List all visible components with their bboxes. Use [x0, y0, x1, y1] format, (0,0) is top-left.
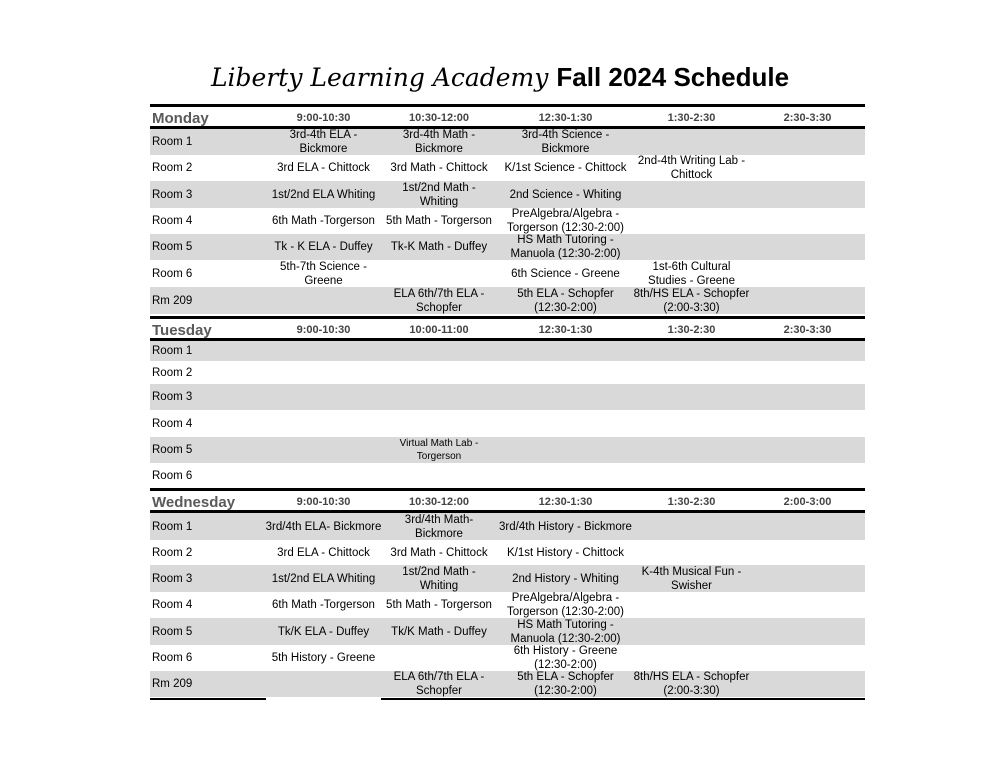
schedule-row: [150, 208, 865, 234]
day-label: Tuesday: [152, 322, 212, 339]
class-cell: 3rd ELA - Chittock: [277, 546, 370, 559]
room-label: Room 5: [152, 444, 193, 456]
schedule-row: [150, 234, 865, 260]
day-header-row: [150, 316, 865, 341]
class-cell: K/1st Science - Chittock: [504, 162, 627, 174]
class-cell: 1st/2nd ELA Whiting: [271, 572, 376, 585]
room-label: Room 6: [152, 470, 193, 482]
schedule-row: [150, 155, 865, 181]
time-slot-header: 1:30-2:30: [667, 112, 716, 124]
class-cell: ELA 6th/7th ELA - Schopfer: [393, 671, 485, 697]
class-cell: 6th Math -Torgerson: [272, 599, 375, 611]
class-cell: 3rd ELA - Chittock: [277, 162, 370, 174]
room-label: Room 5: [152, 241, 193, 253]
schedule-row: [150, 592, 865, 618]
time-slot-header: 9:00-10:30: [296, 496, 351, 508]
class-cell: 1st/2nd Math - Whiting: [402, 565, 476, 592]
class-cell: Tk - K ELA - Duffey: [274, 241, 373, 253]
class-cell: Tk/K Math - Duffey: [391, 625, 487, 638]
class-cell: 3rd-4th ELA - Bickmore: [289, 129, 358, 155]
room-label: Room 4: [152, 599, 193, 611]
schedule-monday: [150, 104, 865, 314]
time-slot-header: 1:30-2:30: [667, 496, 716, 508]
schedule-row: [150, 410, 865, 437]
class-cell: 1st-6th Cultural Studies - Greene: [648, 260, 735, 287]
room-label: Room 2: [152, 162, 193, 174]
day-label: Monday: [152, 110, 209, 127]
room-label: Room 6: [152, 267, 193, 280]
class-cell: PreAlgebra/Algebra - Torgerson (12:30-2:00): [507, 208, 624, 234]
schedule-row: [150, 671, 865, 697]
schedule-row: [150, 513, 865, 540]
room-label: Room 3: [152, 188, 193, 201]
class-cell: 3rd-4th Science - Bickmore: [521, 129, 610, 155]
schedule-row: [150, 437, 865, 463]
room-label: Rm 209: [152, 678, 193, 690]
class-cell: 6th History - Greene (12:30-2:00): [513, 645, 618, 671]
class-cell: 6th Science - Greene: [511, 267, 620, 280]
schedule-row: [150, 129, 865, 155]
class-cell: 3rd/4th History - Bickmore: [499, 520, 632, 533]
class-cell: K/1st History - Chittock: [507, 546, 624, 559]
time-slot-header: 10:00-11:00: [409, 324, 469, 336]
room-label: Room 3: [152, 391, 193, 403]
time-slot-header: 12:30-1:30: [538, 324, 593, 336]
class-cell: 1st/2nd Math - Whiting: [402, 181, 476, 208]
schedule-row: [150, 341, 865, 361]
class-cell: 5th Math - Torgerson: [386, 599, 492, 611]
room-label: Room 6: [152, 652, 193, 664]
class-cell: 5th ELA - Schopfer (12:30-2:00): [517, 287, 614, 314]
schedule-row: [150, 361, 865, 384]
schedule-row: [150, 645, 865, 671]
schedule-tuesday: [150, 316, 865, 489]
class-cell: 3rd-4th Math - Bickmore: [402, 129, 476, 155]
class-cell: ELA 6th/7th ELA - Schopfer: [393, 287, 485, 314]
room-label: Room 2: [152, 366, 193, 379]
page-title: [0, 62, 1000, 93]
title-script: Liberty Learning Academy: [210, 63, 549, 92]
class-cell: 3rd Math - Chittock: [390, 546, 488, 559]
time-slot-header: 10:30-12:00: [409, 496, 469, 508]
class-cell: 3rd/4th Math- Bickmore: [404, 513, 474, 540]
class-cell: 2nd History - Whiting: [512, 572, 619, 585]
schedule-row: [150, 181, 865, 208]
time-slot-header: 2:30-3:30: [783, 112, 832, 124]
time-slot-header: 9:00-10:30: [296, 112, 351, 124]
time-slot-header: 2:30-3:30: [783, 324, 832, 336]
class-cell: 5th Math - Torgerson: [386, 215, 492, 227]
time-slot-header: 12:30-1:30: [538, 496, 593, 508]
time-slot-header: 2:00-3:00: [783, 496, 832, 508]
room-label: Room 5: [152, 625, 193, 638]
class-cell: Tk-K Math - Duffey: [390, 241, 488, 253]
class-cell: 5th-7th Science - Greene: [280, 260, 367, 287]
day-label: Wednesday: [152, 494, 236, 511]
table-bottom-border: [381, 698, 865, 700]
schedule-row: [150, 618, 865, 645]
day-header-row: [150, 488, 865, 513]
schedule-row: [150, 463, 865, 489]
class-cell: 8th/HS ELA - Schopfer (2:00-3:30): [633, 671, 750, 697]
room-label: Room 3: [152, 572, 193, 585]
class-cell: Tk/K ELA - Duffey: [277, 625, 370, 638]
class-cell: 8th/HS ELA - Schopfer (2:00-3:30): [633, 287, 750, 314]
schedule-wednesday: [150, 488, 865, 697]
class-cell: 3rd/4th ELA- Bickmore: [265, 520, 382, 533]
time-slot-header: 12:30-1:30: [538, 112, 593, 124]
class-cell: HS Math Tutoring - Manuola (12:30-2:00): [510, 234, 621, 260]
room-label: Room 1: [152, 136, 193, 148]
class-cell: 5th History - Greene: [271, 652, 376, 664]
schedule-row: [150, 260, 865, 287]
table-bottom-border: [150, 698, 266, 700]
class-cell: 6th Math -Torgerson: [272, 215, 375, 227]
day-header-row: [150, 104, 865, 129]
class-cell: Virtual Math Lab - Torgerson: [399, 438, 479, 462]
class-cell: K-4th Musical Fun - Swisher: [641, 565, 742, 592]
room-label: Rm 209: [152, 294, 193, 307]
schedule-row: [150, 384, 865, 410]
schedule-row: [150, 565, 865, 592]
time-slot-header: 1:30-2:30: [667, 324, 716, 336]
class-cell: 1st/2nd ELA Whiting: [271, 188, 376, 201]
class-cell: 2nd-4th Writing Lab - Chittock: [637, 155, 746, 181]
room-label: Room 1: [152, 345, 193, 357]
room-label: Room 1: [152, 520, 193, 533]
room-label: Room 4: [152, 215, 193, 227]
time-slot-header: 9:00-10:30: [296, 324, 351, 336]
room-label: Room 4: [152, 417, 193, 430]
schedule-row: [150, 287, 865, 314]
class-cell: 3rd Math - Chittock: [390, 162, 488, 174]
class-cell: HS Math Tutoring - Manuola (12:30-2:00): [510, 618, 621, 645]
schedule-row: [150, 540, 865, 565]
class-cell: 5th ELA - Schopfer (12:30-2:00): [517, 671, 614, 697]
title-main: Fall 2024 Schedule: [556, 62, 790, 92]
time-slot-header: 10:30-12:00: [409, 112, 469, 124]
class-cell: PreAlgebra/Algebra - Torgerson (12:30-2:00): [507, 592, 624, 618]
room-label: Room 2: [152, 546, 193, 559]
class-cell: 2nd Science - Whiting: [509, 188, 622, 201]
